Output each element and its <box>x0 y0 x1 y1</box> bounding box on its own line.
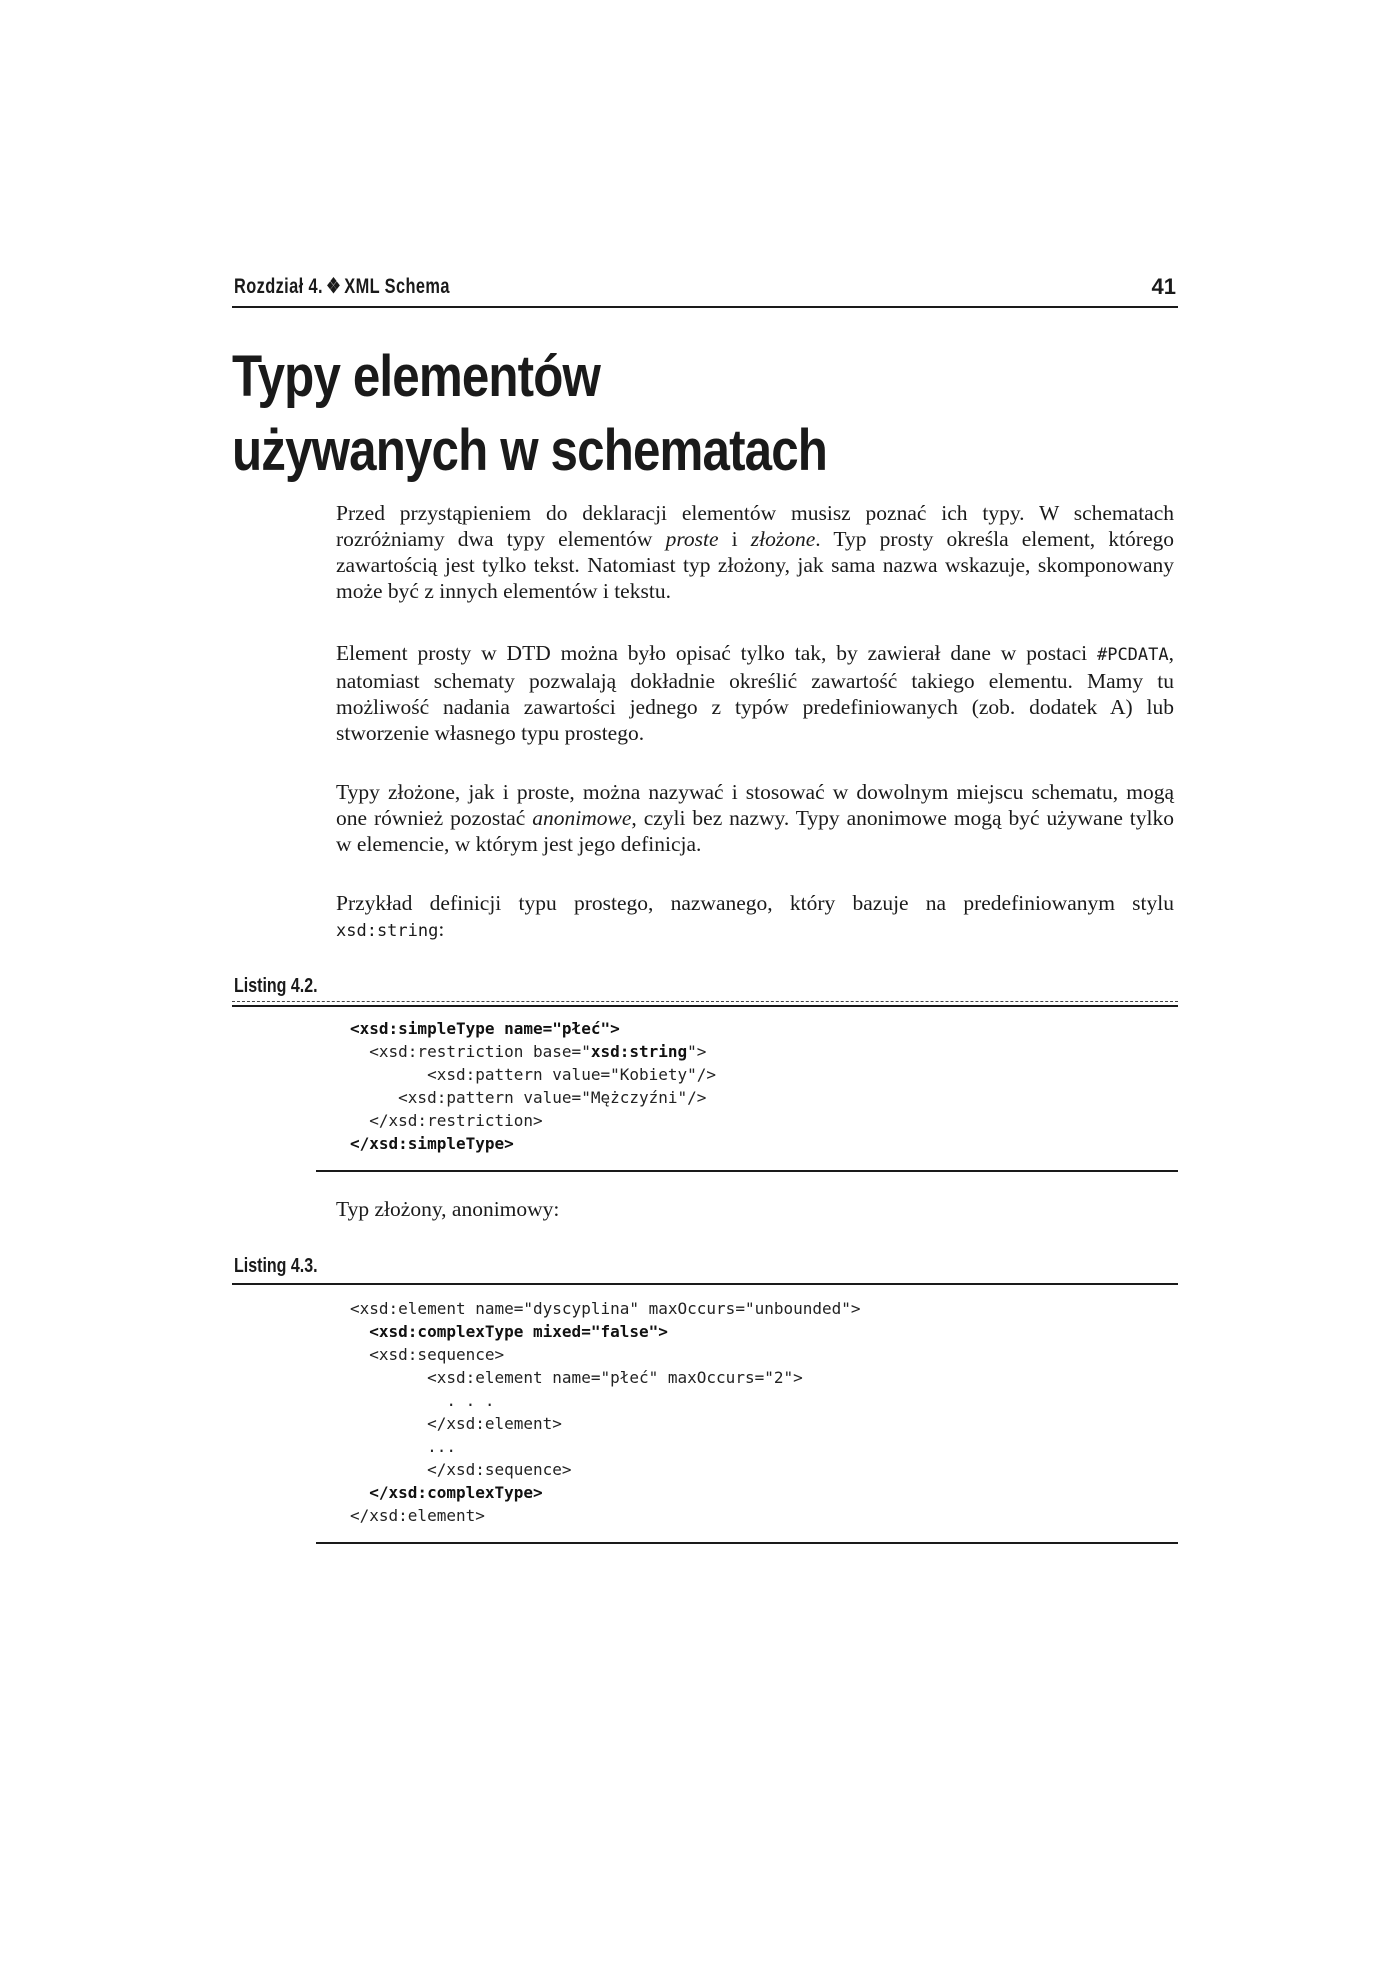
code-line: </xsd:element> <box>350 1414 562 1433</box>
running-title <box>234 274 450 299</box>
paragraph-4-text-a: Przykład definicji typu prostego, nazwanego, który bazuje na predefiniowanym stylu <box>336 891 1174 915</box>
paragraph-3 <box>336 779 1174 857</box>
listing-4-2-code <box>350 1017 716 1155</box>
section-label: XML Schema <box>344 275 450 298</box>
code-line: </xsd:restriction> <box>350 1111 543 1130</box>
paragraph-4 <box>336 890 1174 944</box>
section-title <box>232 340 827 488</box>
paragraph-1-term-proste: proste <box>665 527 719 551</box>
code-line: <xsd:pattern value="Mężczyźni"/> <box>350 1088 707 1107</box>
paragraph-3-text-a: Typy złożone, jak i proste, można nazywać i stosować w dowolnym miejscu schematu, mogą one również pozostać <box>336 780 1174 830</box>
paragraph-4-text-b: : <box>438 917 445 941</box>
paragraph-3-text-b: , czyli bez nazwy. Typy anonimowe mogą być używane tylko w elemencie, w którym jest jego definicja. <box>336 806 1175 856</box>
code-line: ... <box>350 1437 456 1456</box>
paragraph-1-text-a: Przed przystąpieniem do deklaracji elementów musisz poznać ich typy. W schematach rozróżniamy dwa typy elementów <box>336 501 1174 551</box>
listing-4-2-label: Listing 4.2. <box>234 975 318 997</box>
paragraph-1-text-c: . Typ prosty określa element, którego zawartością jest tylko tekst. Natomiast typ złożony, jak sama nazwa wskazuje, skomponowany może być z innych elementów i tekstu. <box>336 527 1174 603</box>
listing-4-3-label: Listing 4.3. <box>234 1255 318 1277</box>
code-line: </xsd:element> <box>350 1506 485 1525</box>
listing-4-2-top-rule <box>232 1005 1178 1007</box>
listing-4-2-dashed-rule <box>232 1001 1178 1002</box>
code-line: <xsd:complexType mixed="false"> <box>350 1322 668 1341</box>
code-line: <xsd:element name="dyscyplina" maxOccurs="unbounded"> <box>350 1299 861 1318</box>
code-line: </xsd:sequence> <box>350 1460 572 1479</box>
page-number: 41 <box>1151 274 1176 299</box>
paragraph-2-code: #PCDATA <box>1096 645 1169 665</box>
code-line: <xsd:restriction base=" <box>350 1042 591 1061</box>
section-title-line-1: Typy elementów <box>232 344 600 409</box>
code-line: <xsd:sequence> <box>350 1345 505 1364</box>
code-keyword: xsd:string <box>590 1042 688 1061</box>
listing-4-2-bottom-rule <box>316 1170 1178 1172</box>
listing-4-3-bottom-rule <box>316 1542 1178 1544</box>
code-line: . . . <box>350 1391 495 1410</box>
diamond-icon: ❖ <box>326 275 342 298</box>
paragraph-2-text-b: , natomiast schematy pozwalają dokładnie określić zawartość takiego elementu. Mamy tu możliwość nadania zawartości jednego z typów predefiniowanych (zob. dodatek A) lub stworzenie własnego typu prostego. <box>336 641 1174 745</box>
paragraph-1 <box>336 500 1174 604</box>
chapter-label: Rozdział 4. <box>234 275 323 298</box>
code-line: </xsd:complexType> <box>350 1483 543 1502</box>
paragraph-2-text-a: Element prosty w DTD można było opisać tylko tak, by zawierał dane w postaci <box>336 641 1097 665</box>
paragraph-1-text-b: i <box>718 527 751 551</box>
paragraph-3-term-anonimowe: anonimowe <box>532 806 632 830</box>
paragraph-1-term-zlozone: złożone <box>750 527 816 551</box>
listing-4-3-top-rule <box>232 1283 1178 1285</box>
code-line: <xsd:simpleType name="płeć"> <box>350 1019 620 1038</box>
listing-4-3-code <box>350 1297 861 1527</box>
paragraph-2 <box>336 640 1174 746</box>
paragraph-4-code: xsd:string <box>336 921 439 941</box>
paragraph-5: Typ złożony, anonimowy: <box>336 1197 560 1221</box>
code-line: </xsd:simpleType> <box>350 1134 514 1153</box>
section-title-line-2: używanych w schematach <box>232 418 828 483</box>
code-line: <xsd:pattern value="Kobiety"/> <box>350 1065 717 1084</box>
code-line: "> <box>687 1042 707 1061</box>
code-line: <xsd:element name="płeć" maxOccurs="2"> <box>350 1368 803 1387</box>
page-header <box>232 272 1178 308</box>
